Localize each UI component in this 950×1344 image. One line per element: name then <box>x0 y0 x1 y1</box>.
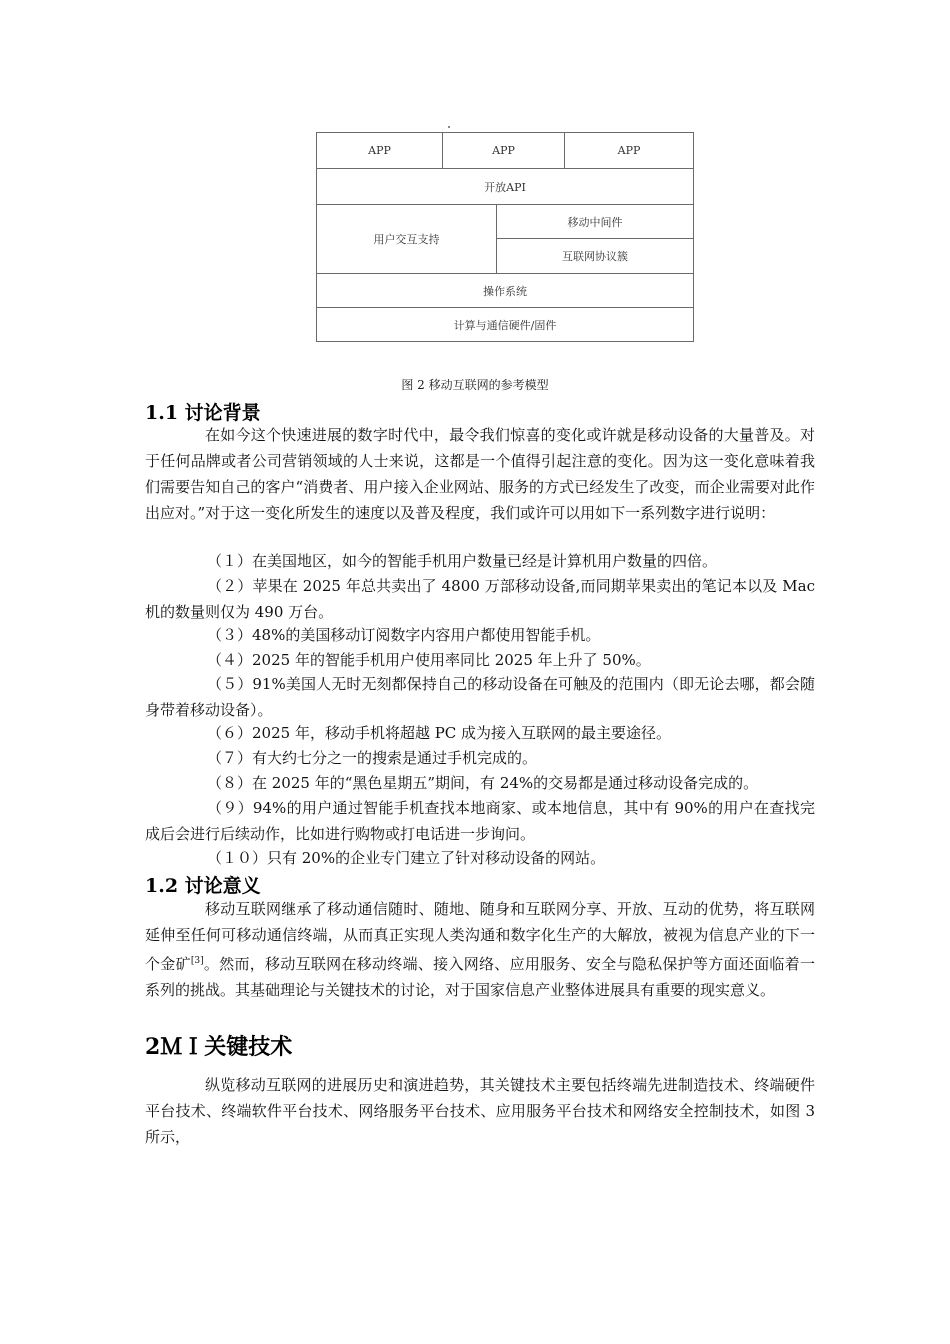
list-item-3: （３）48%的美国移动订阅数字内容用户都使用智能手机。 <box>207 626 601 644</box>
heading-1-1: 1.1 讨论背景 <box>145 402 261 424</box>
list-item-2: （２）苹果在 2025 年总共卖出了 4800 万部移动设备,而同期苹果卖出的笔记本以及 Mac 机的数量则仅为 490 万台。 <box>145 577 815 621</box>
fig-hardware-label: 计算与通信硬件/固件 <box>453 318 557 332</box>
heading-1-2: 1.2 讨论意义 <box>145 875 261 897</box>
paragraph-1-2-text-b: 。然而，移动互联网在移动终端、接入网络、应用服务、安全与隐私保护等方面还面临着一系列的挑战。其基础理论与关键技术的讨论，对于国家信息产业整体进展具有重要的现实意义。 <box>145 955 815 999</box>
list-item-10: （１０）只有 20%的企业专门建立了针对移动设备的网站。 <box>207 849 606 867</box>
fig-protocol-label: 互联网协议簇 <box>562 250 628 263</box>
fig-open-api-label: 开放API <box>484 180 526 194</box>
list-item-8: （８）在 2025 年的“黑色星期五”期间，有 24%的交易都是通过移动设备完成的。 <box>207 774 759 792</box>
fig-middleware-box <box>496 204 694 239</box>
fig-app-box-1 <box>316 132 443 169</box>
fig-user-interaction-label: 用户交互支持 <box>373 233 440 246</box>
paragraph-1-2 <box>145 896 815 1003</box>
fig-app-label-2: APP <box>492 144 515 157</box>
heading-2: 2ＭＩ关键技术 <box>145 1034 293 1060</box>
fig-os-box <box>316 273 694 308</box>
reference-model-figure <box>316 132 696 342</box>
citation-ref: [3] <box>190 956 204 966</box>
fig-os-label: 操作系统 <box>483 284 527 298</box>
fig-open-api-box <box>316 168 694 205</box>
fig-app-label-1: APP <box>368 144 391 157</box>
fig-protocol-box <box>496 238 694 274</box>
fig-app-box-3 <box>564 132 694 169</box>
fig-hardware-box <box>316 307 694 342</box>
list-item-6: （６）2025 年，移动手机将超越 PC 成为接入互联网的最主要途径。 <box>207 724 672 742</box>
scan-dot <box>448 126 450 128</box>
fig-app-box-2 <box>442 132 565 169</box>
list-item-5: （５）91%美国人无时无刻都保持自己的移动设备在可触及的范围内（即无论去哪，都会随身带着移动设备）。 <box>145 675 815 719</box>
list-item-7: （７）有大约七分之一的搜索是通过手机完成的。 <box>207 749 538 767</box>
paragraph-1-2-text-a: 移动互联网继承了移动通信随时、随地、随身和互联网分享、开放、互动的优势，将互联网延伸至任何可移动通信终端，从而真正实现人类沟通和数字化生产的大解放，被视为信息产业的下一个金矿 <box>145 900 815 973</box>
fig-user-interaction-box <box>316 204 497 274</box>
fig-middleware-label: 移动中间件 <box>567 215 623 229</box>
fig-app-label-3: APP <box>617 144 641 157</box>
paragraph-2: 纵览移动互联网的进展历史和演进趋势，其关键技术主要包括终端先进制造技术、终端硬件平台技术、终端软件平台技术、网络服务平台技术、应用服务平台技术和网络安全控制技术，如图 3 所示， <box>145 1076 815 1146</box>
list-item-9: （９）94%的用户通过智能手机查找本地商家、或本地信息，其中有 90%的用户在查找完成后会进行后续动作，比如进行购物或打电话进一步询问。 <box>145 799 815 843</box>
list-item-4: （４）2025 年的智能手机用户使用率同比 2025 年上升了 50%。 <box>207 651 651 669</box>
list-item-1: （１）在美国地区，如今的智能手机用户数量已经是计算机用户数量的四倍。 <box>207 552 718 570</box>
paragraph-1-1-intro: 在如今这个快速进展的数字时代中，最令我们惊喜的变化或许就是移动设备的大量普及。对于任何品牌或者公司营销领域的人士来说，这都是一个值得引起注意的变化。因为这一变化意味着我们需要告知自己的客户“消费者、用户接入企业网站、服务的方式已经发生了改变，而企业需要对此作出应对。”对于这一变化所发生的速度以及普及程度，我们或许可以用如下一系列数字进行说明： <box>145 426 815 522</box>
figure-caption: 图 2 移动互联网的参考模型 <box>401 378 549 392</box>
